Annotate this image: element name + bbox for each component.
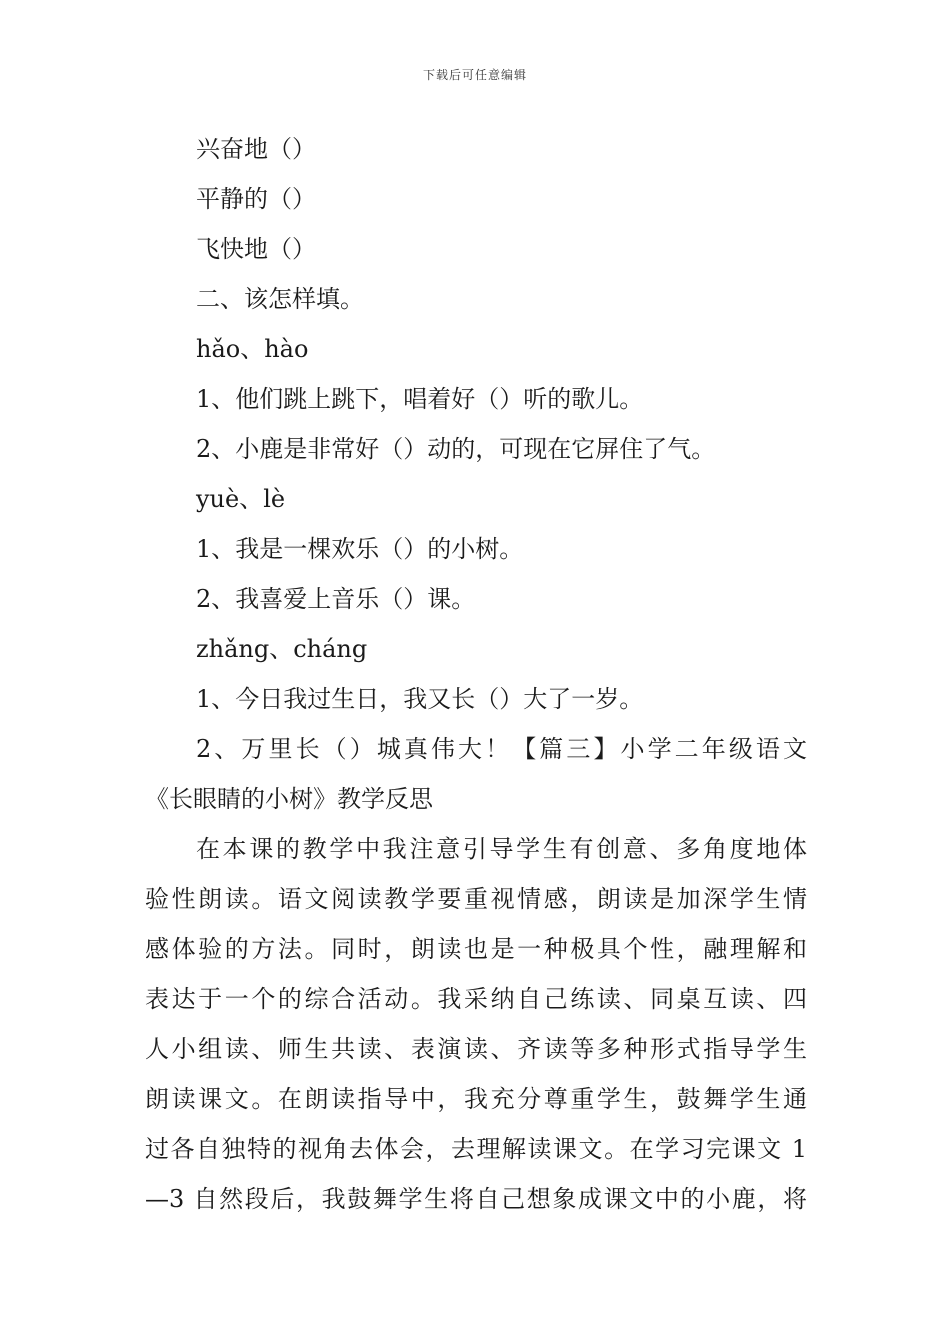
paragraph-line: 在本课的教学中我注意引导学生有创意、多角度地体	[196, 835, 807, 863]
page-header: 下载后可任意编辑	[422, 68, 527, 82]
fill-sentence: 2、我喜爱上音乐（）课。	[196, 585, 476, 613]
pinyin-label: hǎo、hào	[196, 335, 309, 363]
paragraph-line: 人小组读、师生共读、表演读、齐读等多种形式指导学生	[145, 1035, 807, 1063]
pinyin-label: zhǎng、cháng	[196, 635, 368, 663]
fill-sentence: 1、我是一棵欢乐（）的小树。	[196, 535, 524, 563]
paragraph-line: 过各自独特的视角去体会，去理解读课文。在学习完课文 1	[145, 1135, 807, 1163]
pinyin-label: yuè、lè	[196, 485, 286, 513]
paragraph-line: 表达于一个的综合活动。我采纳自己练读、同桌互读、四	[145, 985, 807, 1013]
paragraph-line: —3 自然段后，我鼓舞学生将自己想象成课文中的小鹿，将	[145, 1185, 807, 1213]
paragraph-line: 验性朗读。语文阅读教学要重视情感，朗读是加深学生情	[145, 885, 807, 913]
fill-sentence: 1、今日我过生日，我又长（）大了一岁。	[196, 685, 644, 713]
fill-sentence: 2、小鹿是非常好（）动的，可现在它屏住了气。	[196, 435, 716, 463]
section-title: 《长眼睛的小树》教学反思	[145, 785, 433, 813]
exercise-item: 兴奋地（）	[196, 135, 316, 163]
fill-sentence: 2、万里长（）城真伟大！【篇三】小学二年级语文	[196, 735, 807, 763]
fill-sentence: 1、他们跳上跳下，唱着好（）听的歌儿。	[196, 385, 644, 413]
exercise-item: 飞快地（）	[196, 235, 316, 263]
exercise-item: 平静的（）	[196, 185, 316, 213]
paragraph-line: 感体验的方法。同时，朗读也是一种极具个性，融理解和	[145, 935, 807, 963]
paragraph-line: 朗读课文。在朗读指导中，我充分尊重学生，鼓舞学生通	[145, 1085, 807, 1113]
section-heading: 二、该怎样填。	[196, 285, 364, 313]
